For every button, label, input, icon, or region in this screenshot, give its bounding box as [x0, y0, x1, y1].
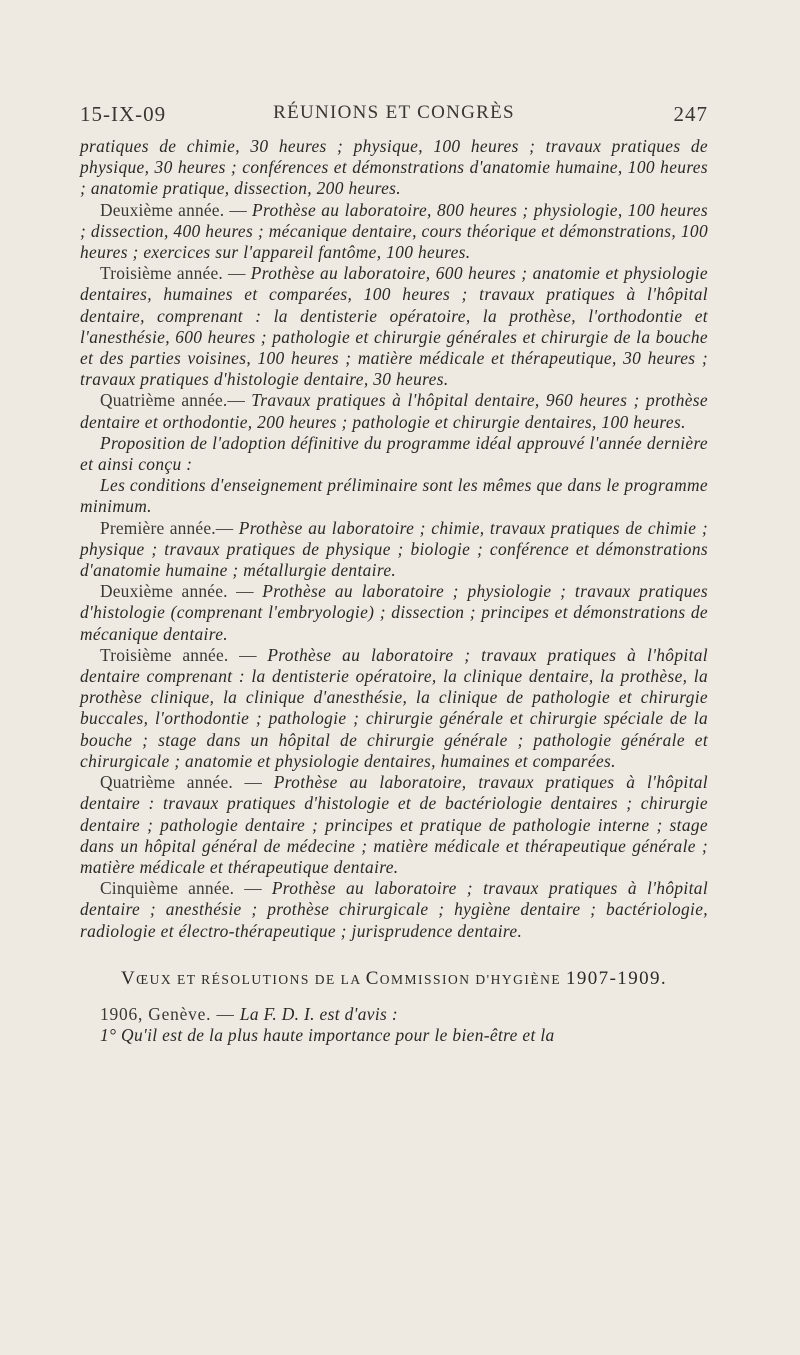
- paragraph: [80, 878, 708, 942]
- heading-initial: V: [120, 967, 137, 989]
- paragraph: [80, 136, 708, 200]
- paragraph: [80, 263, 708, 390]
- paragraph-text: Prothèse au laboratoire ; travaux pratiques à l'hôpital dentaire comprenant : la dentisterie opératoire, la clinique dentaire, la prothèse, la prothèse clinique, la clinique d'anesthésie, la clinique de pathologie et chirurgie buccales, l'orthodontie ; pathologie ; chirurgie générale et chirurgie spéciale de la bouche ; stage dans un hôpital de chirurgie générale ; pathologie générale et chirurgicale ; anatomie et physiologie dentaires, humaines et comparées.: [80, 644, 708, 771]
- running-head: [80, 102, 708, 130]
- paragraph-lead: Troisième année. —: [100, 644, 268, 665]
- paragraph: [80, 518, 708, 582]
- heading-initial: C: [365, 967, 380, 989]
- paragraph-text: Prothèse au laboratoire ; physiologie ; travaux pratiques d'histologie (comprenant l'embryologie) ; dissection ; principes et démonstrations de mécanique dentaire.: [80, 581, 708, 644]
- running-title: RÉUNIONS ET CONGRÈS: [273, 102, 515, 123]
- heading-years: 1907-1909.: [565, 967, 668, 989]
- paragraph-text: Proposition de l'adoption définitive du programme idéal approuvé l'année dernière et ainsi conçu :: [80, 432, 708, 475]
- page-body: [80, 136, 708, 1046]
- paragraph: [80, 200, 708, 264]
- paragraph-lead: Troisième année. —: [100, 263, 251, 284]
- paragraph: [80, 581, 708, 645]
- section-heading: [80, 968, 708, 990]
- paragraph-text: Prothèse au laboratoire ; chimie, travaux pratiques de chimie ; physique ; travaux pratiques de physique ; biologie ; conférence et démonstrations d'anatomie humaine ; métallurgie dentaire.: [80, 517, 709, 581]
- paragraph-text: La F. D. I. est d'avis :: [239, 1003, 398, 1024]
- paragraph-lead: Cinquième année. —: [100, 878, 272, 899]
- paragraph: [80, 433, 708, 475]
- paragraph-lead: Deuxième année. —: [100, 581, 263, 602]
- paragraph: [80, 645, 708, 772]
- paragraph: [80, 772, 708, 878]
- paragraph: [80, 1004, 708, 1025]
- paragraph-lead: Deuxième année. —: [100, 199, 253, 220]
- paragraph-text: Les conditions d'enseignement préliminaire sont les mêmes que dans le programme minimum.: [80, 475, 708, 517]
- paragraph-text: Prothèse au laboratoire, 600 heures ; anatomie et physiologie dentaires, humaines et comparées, 100 heures ; travaux pratiques à l'hôpital dentaire, comprenant : la dentisterie opératoire, la prothèse, l'orthodontie et l'anesthésie, 600 heures ; pathologie et chirurgie générales et chirurgie de la bouche et des parties voisines, 100 heures ; matière médicale et thérapeutique, 30 heures ; travaux pratiques d'histologie dentaire, 30 heures.: [80, 263, 708, 390]
- paragraph-text: Prothèse au laboratoire ; travaux pratiques à l'hôpital dentaire ; anesthésie ; prothèse chirurgicale ; hygiène dentaire ; bactériologie, radiologie et électro-thérapeutique ; jurisprudence dentaire.: [80, 878, 708, 941]
- page-number: 247: [673, 102, 708, 126]
- paragraph-lead: Quatrième année.—: [100, 390, 252, 411]
- paragraph-text: Travaux pratiques à l'hôpital dentaire, 960 heures ; prothèse dentaire et orthodontie, 200 heures ; pathologie et chirurgie dentaires, 100 heures.: [80, 390, 708, 432]
- paragraph: [80, 390, 708, 432]
- heading-small-caps: OMMISSION D'HYGIÈNE: [379, 971, 566, 987]
- paragraph-text: Prothèse au laboratoire, 800 heures ; physiologie, 100 heures ; dissection, 400 heures ; mécanique dentaire, cours théorique et démonstrations, 100 heures ; exercices sur l'appareil fantôme, 100 heures.: [80, 199, 708, 263]
- paragraph-lead: Quatrième année. —: [100, 772, 274, 793]
- paragraph-text: Prothèse au laboratoire, travaux pratiques à l'hôpital dentaire : travaux pratiques d'histologie et de bactériologie dentaires ; chirurgie dentaire ; pathologie dentaire ; principes et pratique de pathologie interne ; stage dans un hôpital général de médecine ; matière médicale et thérapeutique générale ; matière médicale et thérapeutique dentaire.: [80, 772, 708, 877]
- issue-date: 15-IX-09: [80, 102, 167, 126]
- paragraph-text: pratiques de chimie, 30 heures ; physique, 100 heures ; travaux pratiques de physique, 30 heures ; conférences et démonstrations d'anatomie humaine, 100 heures ; anatomie pratique, dissection, 200 heures.: [80, 136, 708, 199]
- paragraph-lead: Première année.—: [100, 517, 239, 538]
- paragraph-lead: 1906, Genève. —: [100, 1003, 240, 1024]
- paragraph-text: 1° Qu'il est de la plus haute importance pour le bien-être et la: [100, 1025, 555, 1046]
- heading-small-caps: ŒUX ET RÉSOLUTIONS DE LA: [136, 971, 366, 987]
- paragraph: [80, 475, 708, 517]
- paragraph: [80, 1025, 708, 1046]
